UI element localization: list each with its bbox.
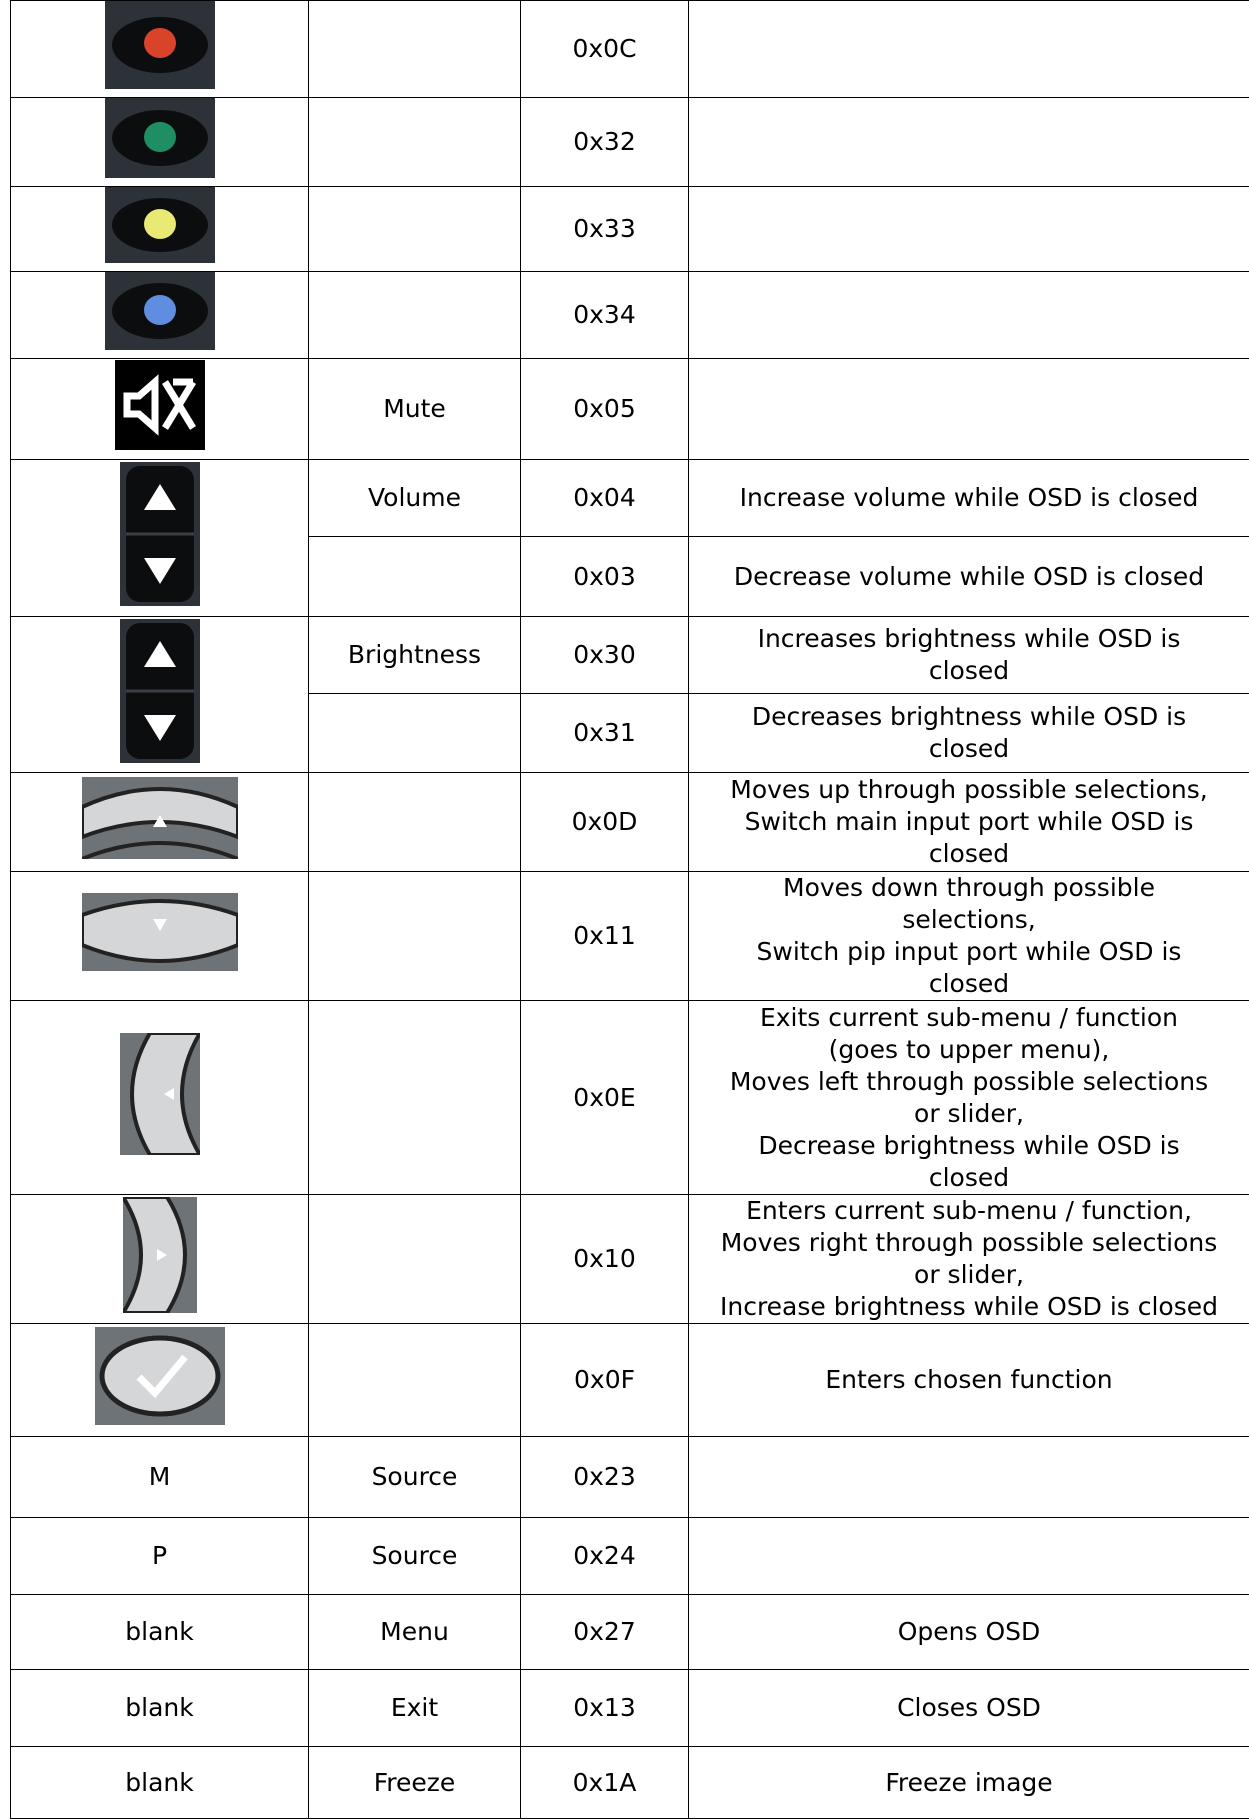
yellow-button-icon bbox=[105, 187, 215, 263]
function-label: Source bbox=[309, 1437, 521, 1518]
green-button-icon bbox=[105, 98, 215, 178]
mute-icon bbox=[115, 360, 205, 450]
table-row bbox=[11, 1595, 1249, 1670]
function-label bbox=[309, 773, 521, 872]
description: Moves up through possible selections, Switch main input port while OSD is closed bbox=[689, 773, 1249, 872]
function-label bbox=[309, 537, 521, 617]
function-label: Menu bbox=[309, 1595, 521, 1670]
key-cell bbox=[11, 773, 309, 872]
key-label: P bbox=[11, 1518, 309, 1595]
hex-code: 0x0C bbox=[521, 1, 689, 98]
description bbox=[689, 98, 1249, 187]
key-label: blank bbox=[11, 1595, 309, 1670]
hex-code: 0x05 bbox=[521, 359, 689, 460]
key-cell bbox=[11, 1, 309, 98]
key-cell bbox=[11, 1324, 309, 1437]
function-label bbox=[309, 272, 521, 359]
ok-check-button-icon bbox=[95, 1327, 225, 1425]
description: Enters current sub-menu / function, Moves right through possible selections or slider, Increase brightness while OSD is closed bbox=[689, 1195, 1249, 1324]
function-label bbox=[309, 694, 521, 773]
hex-code: 0x0D bbox=[521, 773, 689, 872]
description: Increase volume while OSD is closed bbox=[689, 460, 1249, 537]
hex-code: 0x34 bbox=[521, 272, 689, 359]
description bbox=[689, 1437, 1249, 1518]
function-label bbox=[309, 1, 521, 98]
table-row bbox=[11, 1437, 1249, 1518]
description bbox=[689, 272, 1249, 359]
function-label: Brightness bbox=[309, 617, 521, 694]
key-cell bbox=[11, 1001, 309, 1195]
key-cell bbox=[11, 872, 309, 1001]
table-row bbox=[11, 872, 1249, 1001]
red-button-icon bbox=[105, 1, 215, 89]
table-row bbox=[11, 187, 1249, 272]
hex-code: 0x31 bbox=[521, 694, 689, 773]
key-cell bbox=[11, 1195, 309, 1324]
table-row bbox=[11, 98, 1249, 187]
hex-code: 0x03 bbox=[521, 537, 689, 617]
function-label: Volume bbox=[309, 460, 521, 537]
description: Decrease volume while OSD is closed bbox=[689, 537, 1249, 617]
table-row bbox=[11, 1518, 1249, 1595]
description bbox=[689, 1, 1249, 98]
volume-rocker-icon bbox=[120, 462, 200, 606]
hex-code: 0x33 bbox=[521, 187, 689, 272]
description: Exits current sub-menu / function (goes to upper menu), Moves left through possible selections or slider, Decrease brightness while OSD is closed bbox=[689, 1001, 1249, 1195]
description: Closes OSD bbox=[689, 1670, 1249, 1747]
key-label: blank bbox=[11, 1747, 309, 1819]
brightness-rocker-icon bbox=[120, 619, 200, 763]
key-cell bbox=[11, 617, 309, 773]
table-row bbox=[11, 773, 1249, 872]
description bbox=[689, 359, 1249, 460]
function-label bbox=[309, 187, 521, 272]
blue-button-icon bbox=[105, 272, 215, 350]
key-label: M bbox=[11, 1437, 309, 1518]
table-row bbox=[11, 359, 1249, 460]
description bbox=[689, 187, 1249, 272]
right-arrow-button-icon bbox=[123, 1197, 197, 1313]
key-cell bbox=[11, 272, 309, 359]
table-row bbox=[11, 1, 1249, 98]
function-label bbox=[309, 1324, 521, 1437]
function-label: Exit bbox=[309, 1670, 521, 1747]
hex-code: 0x0E bbox=[521, 1001, 689, 1195]
function-label bbox=[309, 1001, 521, 1195]
hex-code: 0x27 bbox=[521, 1595, 689, 1670]
key-cell bbox=[11, 460, 309, 617]
hex-code: 0x1A bbox=[521, 1747, 689, 1819]
description: Increases brightness while OSD is closed bbox=[689, 617, 1249, 694]
hex-code: 0x04 bbox=[521, 460, 689, 537]
function-label bbox=[309, 1195, 521, 1324]
hex-code: 0x23 bbox=[521, 1437, 689, 1518]
key-cell bbox=[11, 98, 309, 187]
table-row bbox=[11, 460, 1249, 537]
description: Decreases brightness while OSD is closed bbox=[689, 694, 1249, 773]
table-row bbox=[11, 1195, 1249, 1324]
function-label: Freeze bbox=[309, 1747, 521, 1819]
remote-key-table bbox=[10, 0, 1249, 1819]
description bbox=[689, 1518, 1249, 1595]
left-arrow-button-icon bbox=[120, 1033, 200, 1155]
key-label: blank bbox=[11, 1670, 309, 1747]
hex-code: 0x24 bbox=[521, 1518, 689, 1595]
table-row bbox=[11, 1324, 1249, 1437]
key-cell bbox=[11, 187, 309, 272]
key-cell bbox=[11, 359, 309, 460]
table-row bbox=[11, 1670, 1249, 1747]
hex-code: 0x32 bbox=[521, 98, 689, 187]
hex-code: 0x10 bbox=[521, 1195, 689, 1324]
description: Freeze image bbox=[689, 1747, 1249, 1819]
table-row bbox=[11, 617, 1249, 694]
table-row bbox=[11, 1001, 1249, 1195]
function-label: Source bbox=[309, 1518, 521, 1595]
description: Enters chosen function bbox=[689, 1324, 1249, 1437]
table-row bbox=[11, 1747, 1249, 1819]
description: Moves down through possible selections, Switch pip input port while OSD is closed bbox=[689, 872, 1249, 1001]
down-arrow-button-icon bbox=[82, 893, 238, 971]
up-arrow-button-icon bbox=[82, 777, 238, 859]
function-label bbox=[309, 98, 521, 187]
description: Opens OSD bbox=[689, 1595, 1249, 1670]
function-label: Mute bbox=[309, 359, 521, 460]
hex-code: 0x0F bbox=[521, 1324, 689, 1437]
table-row bbox=[11, 272, 1249, 359]
hex-code: 0x30 bbox=[521, 617, 689, 694]
hex-code: 0x11 bbox=[521, 872, 689, 1001]
hex-code: 0x13 bbox=[521, 1670, 689, 1747]
function-label bbox=[309, 872, 521, 1001]
